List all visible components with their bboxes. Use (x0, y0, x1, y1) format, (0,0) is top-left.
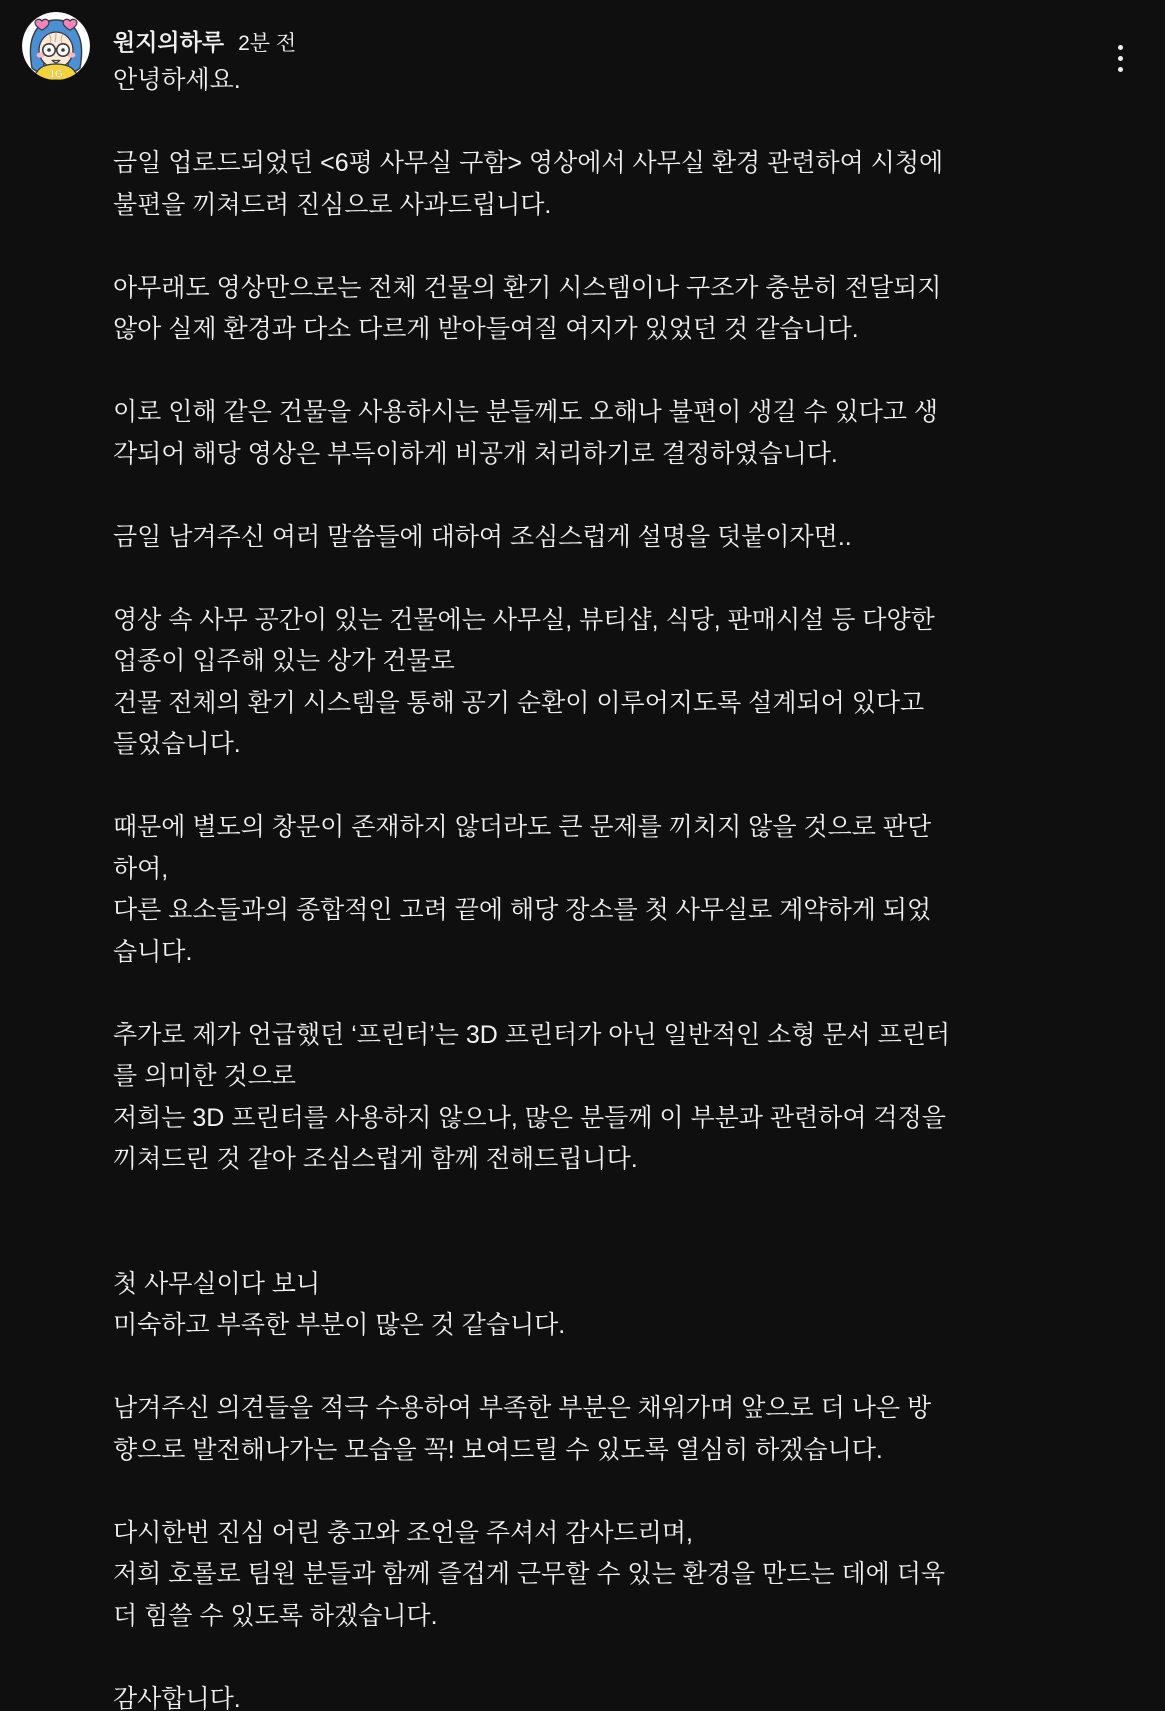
post-paragraph (113, 1015, 950, 1181)
post-paragraph (113, 1264, 950, 1347)
avatar-shirt-text: 1G (49, 69, 63, 80)
post-content (113, 12, 950, 1711)
post-paragraph (113, 1513, 950, 1638)
post-text-line: 향으로 발전해나가는 모습을 꼭! 보여드릴 수 있도록 열심히 하겠습니다. (113, 1435, 883, 1464)
post-text-line: 남겨주신 의견들을 적극 수용하여 부족한 부분은 채워가며 앞으로 더 나은 방 (113, 1394, 932, 1422)
post-text-line: 때문에 별도의 창문이 존재하지 않더라도 큰 문제를 끼치지 않을 것으로 판단 (113, 813, 932, 841)
post-paragraph (113, 143, 950, 226)
more-vertical-icon (1118, 56, 1123, 61)
post-text-line: 저희는 3D 프린터를 사용하지 않으나, 많은 분들께 이 부분과 관련하여 걱정을 (113, 1103, 946, 1132)
post-text-line: 미숙하고 부족한 부분이 많은 것 같습니다. (113, 1311, 566, 1339)
avatar[interactable] (22, 12, 90, 80)
post-text-line: 저희 호롤로 팀원 분들과 함께 즐겁게 근무할 수 있는 환경을 만드는 데에 더욱 (113, 1560, 946, 1588)
avatar-mouth (53, 61, 60, 63)
more-vertical-icon (1118, 45, 1123, 50)
post-header (113, 30, 950, 56)
post-text-line: 않아 실제 환경과 다소 다르게 받아들여질 여지가 있었던 것 같습니다. (113, 315, 859, 343)
post-text-line: 금일 남겨주신 여러 말씀들에 대하여 조심스럽게 설명을 덧붙이자면.. (113, 522, 852, 551)
avatar-eye (47, 48, 51, 52)
post-body (113, 60, 950, 1711)
post-paragraph (113, 1679, 950, 1711)
post-paragraph (113, 517, 950, 559)
post-text-line: 더 힘쓸 수 있도록 하겠습니다. (113, 1601, 438, 1630)
post-paragraph (113, 600, 950, 766)
author-name[interactable]: 원지의하루 (113, 29, 225, 55)
post-text-line: 다른 요소들과의 종합적인 고려 끝에 해당 장소를 첫 사무실로 계약하게 되었 (113, 896, 932, 924)
post-text-line: 이로 인해 같은 건물을 사용하시는 분들께도 오해나 불편이 생길 수 있다고 생 (113, 398, 939, 426)
post-paragraph (113, 392, 950, 475)
post-text-line: 감사합니다. (113, 1684, 241, 1711)
more-options-button[interactable] (1103, 34, 1137, 82)
post-text-line: 들었습니다. (113, 730, 241, 758)
post-text-line: 하여, (113, 854, 169, 883)
post-text-line: 영상 속 사무 공간이 있는 건물에는 사무실, 뷰티샵, 식당, 판매시설 등 다양한 (113, 605, 935, 634)
post-text-line: 끼쳐드린 것 같아 조심스럽게 함께 전해드립니다. (113, 1145, 638, 1173)
post-text-line: 아무래도 영상만으로는 전체 건물의 환기 시스템이나 구조가 충분히 전달되지 (113, 273, 942, 302)
avatar-image (22, 12, 90, 80)
avatar-eye (61, 48, 65, 52)
post-text-line: 각되어 해당 영상은 부득이하게 비공개 처리하기로 결정하였습니다. (113, 439, 838, 468)
post-text-line: 안녕하세요. (113, 66, 241, 94)
post-text-line: 불편을 끼쳐드려 진심으로 사과드립니다. (113, 190, 552, 219)
post-text-line: 첫 사무실이다 보니 (113, 1269, 321, 1298)
post-text-line: 습니다. (113, 937, 193, 966)
post-text-line: 추가로 제가 언급했던 ‘프린터’는 3D 프린터가 아닌 일반적인 소형 문서 프린터 (113, 1020, 951, 1049)
post-text-line: 금일 업로드되었던 <6평 사무실 구함> 영상에서 사무실 환경 관련하여 시청에 (113, 149, 944, 177)
post-paragraph (113, 268, 950, 351)
post-text-line: 를 의미한 것으로 (113, 1062, 296, 1090)
more-vertical-icon (1118, 67, 1123, 72)
post-paragraph (113, 1388, 950, 1471)
post-paragraph (113, 807, 950, 973)
post-paragraph (113, 60, 950, 102)
post-timestamp[interactable]: 2분 전 (238, 32, 297, 55)
post-text-line: 업종이 입주해 있는 상가 건물로 (113, 647, 455, 675)
post-text-line: 다시한번 진심 어린 충고와 조언을 주셔서 감사드리며, (113, 1518, 693, 1547)
post-text-line: 건물 전체의 환기 시스템을 통해 공기 순환이 이루어지도록 설계되어 있다고 (113, 688, 925, 717)
